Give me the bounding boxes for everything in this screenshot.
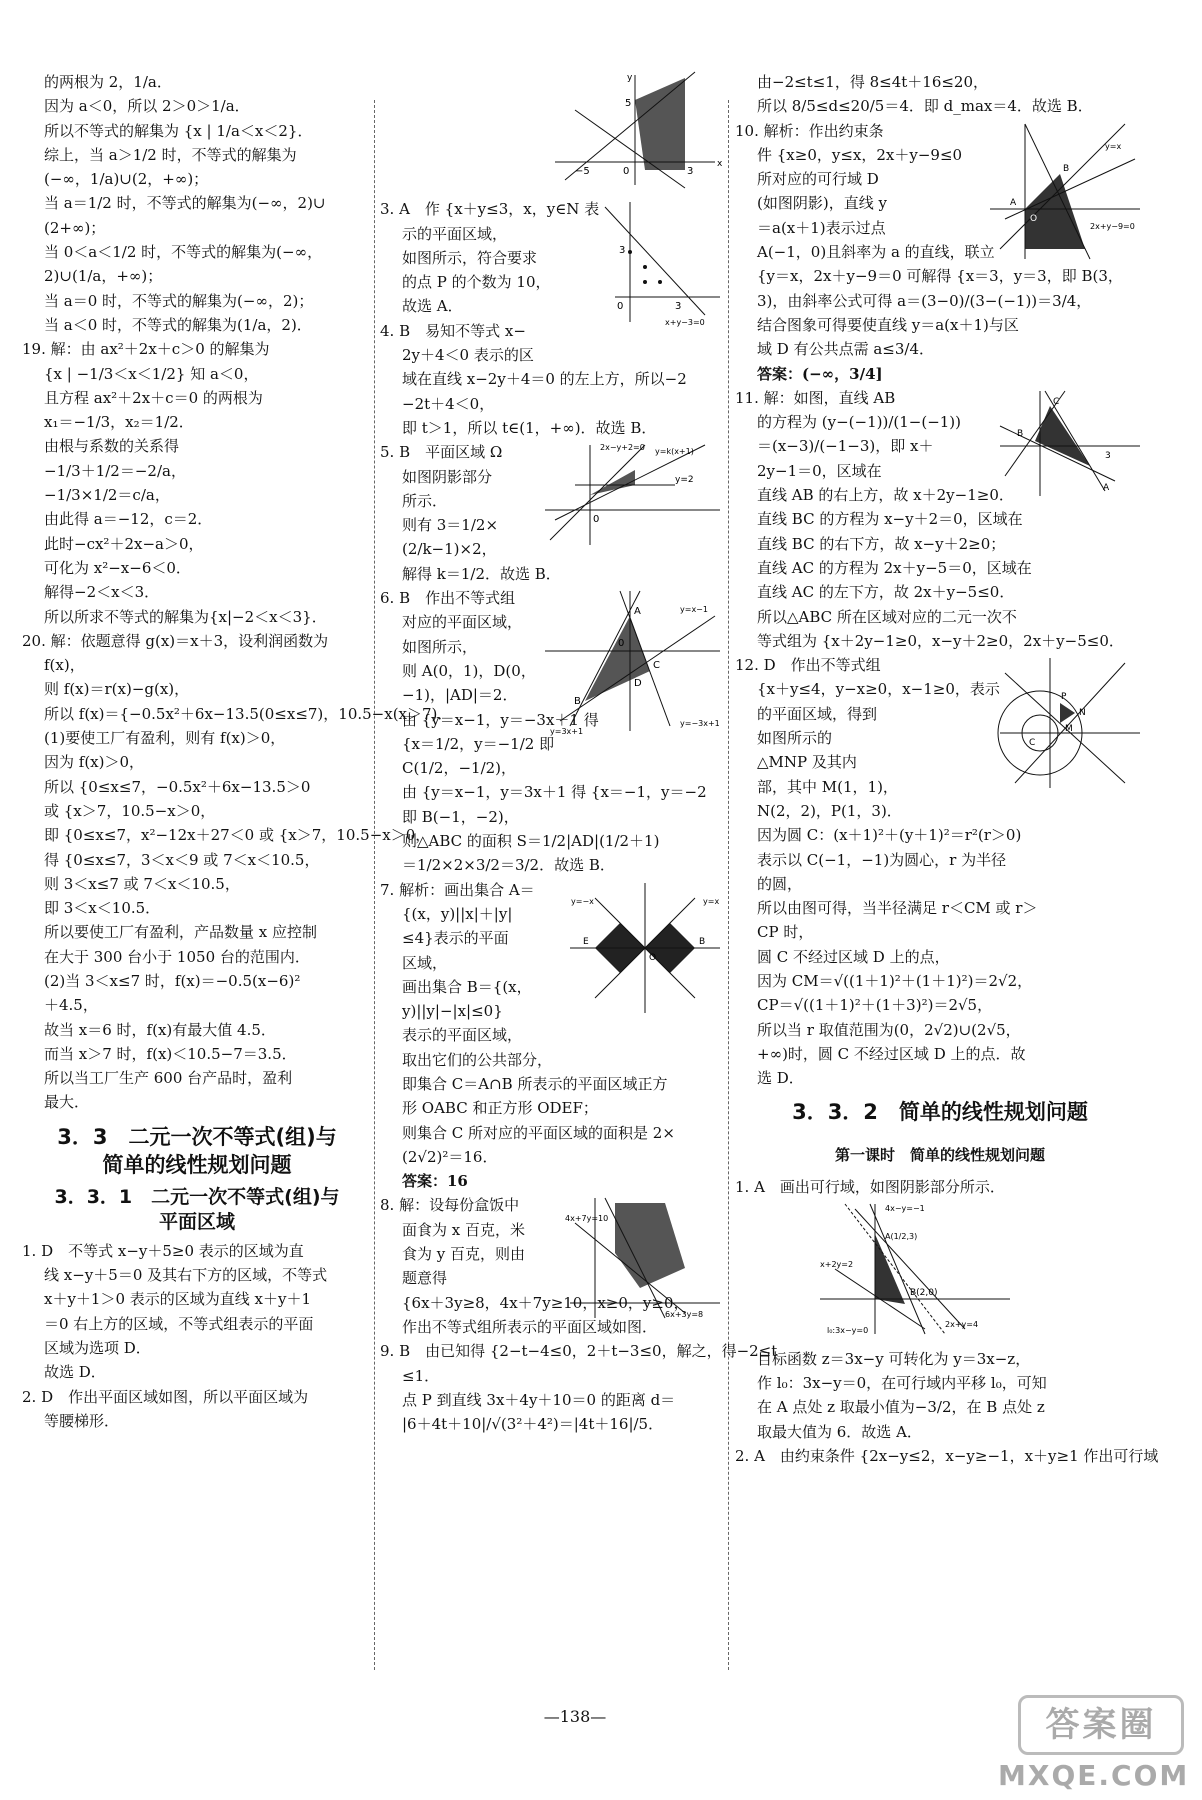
text-line: 因为圆 C：(x＋1)²＋(y＋1)²＝r²(r＞0) (757, 826, 1022, 845)
text-line: 题意得 (402, 1269, 448, 1288)
text-line: 则 3＜x≤7 或 7＜x＜10.5， (44, 874, 240, 893)
text-line: 直线 AC 的左下方，故 2x＋y−5≤0． (757, 583, 1015, 602)
tick-label: −5 (575, 166, 590, 177)
problem-5 (380, 440, 725, 586)
text-line: −1)，|AD|＝2． (402, 686, 518, 705)
text-line: 直线 AB 的右上方，故 x＋2y−1≥0． (757, 486, 1014, 505)
text-line: 所以 8/5≤d≤20/5＝4．即 d_max＝4．故选 B． (757, 97, 1093, 116)
text-line: 所以△ABC 所在区域对应的二元一次不 (757, 607, 1017, 626)
triangle-abc-figure (995, 386, 1145, 501)
circle-figure (995, 653, 1145, 793)
text-line: ＝a(x＋1)表示过点 (757, 218, 886, 237)
text-line: 而当 x＞7 时，f(x)＜10.5−7＝3.5． (44, 1044, 297, 1063)
answer-line: 答案：(−∞，3/4] (757, 364, 883, 383)
vertex-label: B (1017, 428, 1024, 439)
text-line: 或 {x＞7，10.5−x＞0， (44, 801, 216, 820)
problem-1-line: 1. D 不等式 x−y＋5≥0 表示的区域为直 (22, 1241, 304, 1260)
text-line: 所示． (402, 491, 448, 510)
text-line: ＝(x−3)/(−1−3)，即 x＋ (757, 437, 934, 456)
text-line: 区域为选项 D． (44, 1339, 151, 1358)
origin-label: O (649, 952, 657, 963)
text-line: 形 OABC 和正方形 ODEF； (402, 1099, 598, 1118)
text-line: 所以所求不等式的解集为{x|−2＜x＜3}． (44, 607, 327, 626)
tick-label: 3 (1105, 450, 1111, 461)
line-label: y=x (1105, 141, 1122, 151)
text-line: 所以当 r 取值范围为(0，2√2)∪(2√5， (757, 1020, 1021, 1039)
text-line: (2/k−1)×2， (402, 540, 497, 559)
vertex-label: E (583, 936, 589, 947)
text-line: 作出不等式组所表示的平面区域如图． (402, 1317, 658, 1336)
vertex-label: A (1010, 197, 1017, 208)
text-line: 因为 a＜0，所以 2＞0＞1/a． (44, 97, 250, 116)
section-3-3-2-heading: 3．3．2 简单的线性规划问题 (792, 1100, 1088, 1125)
text-line: 所以不等式的解集为 {x | 1/a＜x＜2}． (44, 121, 313, 140)
text-line: −1/3×1/2＝c/a， (44, 486, 170, 505)
problem-7-line: 7. 解析：画出集合 A＝ (380, 880, 535, 899)
text-line: {x＋y≤4，y−x≥0，x−1≥0，表示 (757, 680, 1000, 699)
text-line: 因为 CM＝√((1＋1)²＋(1＋1)²)＝2√2， (757, 971, 1033, 990)
text-line: {(x，y)||x|＋|y| (402, 904, 513, 923)
text-line: 食为 y 百克，则由 (402, 1245, 526, 1264)
text-line: N(2，2)，P(1，3)． (757, 801, 902, 820)
text-line: 当 a＜0 时，不等式的解集为(1/a，2)． (44, 315, 312, 334)
problem-3-line: 3. A 作 {x＋y≤3，x，y∈N 表 (380, 200, 600, 219)
watermark-top: 答案圈 (1018, 1695, 1184, 1755)
line-label: 4x−y=−1 (885, 1204, 925, 1214)
vertex-label: B (1063, 163, 1070, 174)
text-line: 的圆， (757, 874, 803, 893)
vertex-label: P (1061, 692, 1067, 703)
problem-8 (380, 1193, 725, 1339)
line-label: y=−x (571, 896, 594, 906)
text-line: 部，其中 M(1，1)， (757, 777, 898, 796)
text-line: 线 x−y＋5＝0 及其右下方的区域，不等式 (44, 1266, 328, 1285)
problem-11 (735, 386, 1145, 653)
lattice-point (643, 280, 647, 284)
vertex-label: C (1053, 396, 1060, 407)
text-line: 面食为 x 百克，米 (402, 1220, 525, 1239)
line-label: 6x+3y=8 (665, 1310, 704, 1320)
figure-trapezoid (380, 70, 725, 197)
text-line: 域在直线 x−2y＋4＝0 的左上方，所以−2 (402, 370, 687, 389)
feasible-region-figure (565, 1193, 725, 1323)
text-line: 的平面区域，得到 (757, 704, 878, 723)
center-label: C (1029, 738, 1036, 749)
problem-3 (380, 197, 725, 328)
text-line: 在大于 300 台小于 1050 台的范围内． (44, 947, 310, 966)
line-label: y=x−1 (680, 605, 708, 615)
shaded-region (1035, 406, 1090, 466)
vertex-label: A (1103, 482, 1110, 493)
text-line: 即 3＜x＜10.5． (44, 899, 161, 918)
boundary-line (560, 616, 715, 721)
text-line: 圆 C 不经过区域 D 上的点， (757, 947, 950, 966)
problem-20-heading: 20. 解：依题意得 g(x)＝x＋3，设利润函数为 (22, 631, 329, 650)
problem-10-line: 10. 解析：作出约束条 (735, 121, 884, 140)
line-label: l₀:3x−y=0 (827, 1326, 869, 1336)
text-line: 取最大值为 6．故选 A． (757, 1422, 922, 1441)
subsection-heading-line: 平面区域 (158, 1211, 235, 1234)
tick-label: 5 (625, 98, 632, 109)
text-line: 区域， (402, 953, 448, 972)
lesson-heading: 第一课时 简单的线性规划问题 (834, 1145, 1045, 1164)
axis-x-label: x (717, 159, 723, 169)
text-line: 故当 x＝6 时，f(x)有最大值 4.5． (44, 1020, 276, 1039)
text-line: |6＋4t＋10|/√(3²＋4²)＝|4t＋16|/5． (402, 1415, 664, 1434)
text-line: (2√2)²＝16． (402, 1147, 498, 1166)
problem-12 (735, 653, 1145, 1090)
line-label: y=2 (675, 475, 694, 486)
text-line: 示的平面区域， (402, 224, 508, 243)
text-line: 的点 P 的个数为 10， (402, 273, 551, 292)
origin-label: 0 (617, 301, 624, 313)
subsection-heading (22, 1185, 372, 1234)
vertex-label: D (634, 678, 642, 690)
problem-9-line: 9. B 由已知得 {2−t−4≤0，2＋t−3≤0，解之，得−2≤t (380, 1342, 778, 1361)
problem-11-line: 11. 解：如图，直线 AB (735, 388, 896, 407)
text-line: 则 A(0，1)，D(0， (402, 661, 536, 680)
line-label: y=3x+1 (550, 727, 584, 737)
text-line: 所以 f(x)＝{−0.5x²＋6x−13.5(0≤x≤7)，10.5−x(x＞7)． (44, 704, 453, 723)
boundary-line (605, 207, 705, 315)
text-line: 2)∪(1/a，+∞)； (44, 267, 163, 286)
shaded-region (635, 78, 685, 170)
shaded-region (615, 1203, 685, 1288)
vertex-label: M (1065, 724, 1073, 735)
text-line: 即 t＞1，所以 t∈(1，+∞)．故选 B． (402, 418, 657, 437)
text-line: 结合图象可得要使直线 y＝a(x＋1)与区 (757, 315, 1019, 334)
problem-10 (735, 119, 1145, 386)
text-line: 当 0＜a＜1/2 时，不等式的解集为(−∞， (44, 243, 323, 262)
line-l0 (845, 1204, 945, 1334)
problem-7 (380, 878, 725, 1194)
text-line: f(x)， (44, 656, 85, 675)
origin-label: 0 (618, 638, 625, 650)
q1-region-figure (815, 1199, 1015, 1339)
lattice-point (658, 280, 662, 284)
origin-label: O (1030, 213, 1038, 224)
text-line: −2t＋4＜0， (402, 394, 495, 413)
vertex-label: A (634, 606, 641, 618)
text-line: 则 f(x)＝r(x)−g(x)， (44, 680, 190, 699)
text-line: ＝1/2×2×3/2＝3/2．故选 B． (402, 856, 615, 875)
triangle-figure (540, 586, 725, 736)
boundary-line (550, 445, 645, 540)
text-line: 解得 k＝1/2．故选 B． (402, 564, 561, 583)
text-line: 即 B(−1，−2)， (402, 807, 519, 826)
tick-label: 3 (619, 245, 626, 257)
text-line: 最大． (44, 1093, 90, 1112)
q1-line: 1. A 画出可行域，如图阴影部分所示． (735, 1178, 1005, 1197)
origin-label: 0 (593, 514, 600, 526)
text-line: 点 P 到直线 3x＋4y＋10＝0 的距离 d＝ (402, 1390, 676, 1409)
squares-figure (565, 878, 725, 1018)
column-middle (380, 70, 778, 1680)
trapezoid-figure (535, 70, 725, 190)
problem-8-line: 8. 解：设每份盒饭中 (380, 1196, 520, 1215)
vertex-label: B (574, 696, 581, 708)
text-line: 如图阴影部分 (402, 467, 493, 486)
axis-y-label: y (627, 73, 633, 83)
point-label: B(2,0) (910, 1288, 938, 1299)
vertex-label: N (1079, 708, 1086, 719)
text-line: CP＝√((1＋1)²＋(1＋3)²)＝2√5， (757, 996, 993, 1015)
line-label: x+y−3=0 (665, 318, 705, 328)
line-label: 2x−y+2=0 (600, 443, 645, 453)
problem-6 (380, 586, 725, 878)
text-line: 的方程为 (y−(−1))/(1−(−1)) (757, 413, 962, 432)
text-line: (1)要使工厂有盈利，则有 f(x)＞0， (44, 729, 286, 748)
text-line: 所以当工厂生产 600 台产品时，盈利 (44, 1069, 293, 1088)
text-line: 此时−cx²＋2x−a＞0， (44, 534, 204, 553)
shaded-region (875, 1234, 905, 1304)
column-divider (374, 100, 375, 1670)
text-line: 选 D． (757, 1069, 804, 1088)
text-line: x＋y＋1＞0 表示的区域为直线 x＋y＋1 (44, 1290, 312, 1309)
text-line: ≤1． (402, 1366, 440, 1385)
line-label: 2x+y=4 (945, 1320, 979, 1330)
text-line: ＝0 右上方的区域，不等式组表示的平面 (44, 1314, 314, 1333)
q2-line: 2. A 由约束条件 {2x−y≤2，x−y≥−1，x＋y≥1 作出可行域 (735, 1446, 1159, 1465)
text-line: 即集合 C＝A∩B 所表示的平面区域正方 (402, 1074, 668, 1093)
text-line: 的两根为 2，1/a． (44, 73, 172, 91)
lattice-point (643, 265, 647, 269)
subsection-heading-line: 3．3．1 二元一次不等式(组)与 (54, 1186, 340, 1209)
line-label: y=−3x+1 (680, 719, 720, 729)
column-divider (728, 100, 729, 1670)
tick-label: 3 (687, 166, 694, 177)
text-line: (2)当 3＜x≤7 时，f(x)＝−0.5(x−6)² (44, 971, 301, 990)
text-line: ＋4.5， (44, 996, 98, 1015)
text-line: y)||y|−|x|≤0} (402, 1002, 503, 1021)
text-line: 直线 AC 的方程为 2x＋y−5＝0，区域在 (757, 558, 1032, 577)
text-line: 对应的平面区域， (402, 613, 523, 632)
text-line: 由此得 a＝−12，c＝2． (44, 510, 213, 529)
region-figure (535, 440, 725, 550)
text-line: 如图所示，符合要求 (402, 248, 538, 267)
text-line: △MNP 及其内 (757, 753, 857, 772)
watermark-url: MXQE.COM (998, 1759, 1190, 1792)
text-line: 2y−1＝0，区域在 (757, 461, 882, 480)
vertex-label: B (699, 936, 706, 947)
text-line: 由 {y＝x−1，y＝−3x＋1 得 (402, 710, 599, 729)
text-line: {6x＋3y≥8，4x＋7y≥10，x≥0，y≥0， (402, 1293, 689, 1312)
answer-line: 答案：16 (402, 1172, 468, 1191)
problem-5-line: 5. B 平面区域 Ω (380, 443, 503, 462)
text-line: 且方程 ax²＋2x＋c＝0 的两根为 (44, 388, 263, 407)
text-line: 所以 {0≤x≤7，−0.5x²＋6x−13.5＞0 (44, 777, 311, 796)
text-line: 取出它们的公共部分， (402, 1050, 553, 1069)
text-line: {x＝1/2，y＝−1/2 即 (402, 734, 555, 753)
text-line: 直线 BC 的右下方，故 x−y＋2≥0； (757, 534, 1006, 553)
text-line: 件 {x≥0，y≤x，2x＋y−9≤0 (757, 145, 963, 164)
figure-q1 (735, 1199, 1145, 1346)
text-line: 由−2≤t≤1，得 8≤4t＋16≤20， (757, 73, 989, 91)
text-line: 表示以 C(−1，−1)为圆心，r 为半径 (757, 850, 1007, 869)
text-line: x₁＝−1/3，x₂＝1/2． (44, 413, 194, 432)
text-line: (−∞，1/a)∪(2，+∞)； (44, 170, 209, 189)
text-line: 由根与系数的关系得 (44, 437, 180, 456)
text-line: 所以要使工厂有盈利，产品数量 x 应控制 (44, 923, 317, 942)
text-line: 等腰梯形． (44, 1411, 120, 1430)
section-heading-line: 3．3 二元一次不等式(组)与 (57, 1124, 337, 1149)
text-line: 可化为 x²−x−6＜0． (44, 558, 191, 577)
text-line: 作 l₀：3x−y＝0，在可行域内平移 l₀，可知 (757, 1374, 1047, 1392)
text-line: 在 A 点处 z 取最小值为−3/2，在 B 点处 z (757, 1398, 1045, 1417)
text-line: 即 {0≤x≤7，x²−12x＋27＜0 或 {x＞7，10.5−x＞0， (44, 826, 431, 845)
text-line: 画出集合 B＝{(x， (402, 977, 532, 996)
text-line: 由 {y＝x−1，y＝3x＋1 得 {x＝−1，y＝−2 (402, 783, 707, 802)
problem-4-line: 4. B 易知不等式 x− (380, 321, 526, 340)
text-line: 故选 A． (402, 297, 463, 316)
line-label: 2x+y−9=0 (1090, 221, 1135, 231)
problem-6-line: 6. B 作出不等式组 (380, 589, 516, 608)
point-label: A(1/2,3) (885, 1232, 918, 1242)
text-line: 所对应的可行域 D (757, 170, 879, 189)
column-right (735, 70, 1159, 1680)
text-line: −1/3＋1/2＝−2/a， (44, 461, 186, 480)
text-line: (2+∞)； (44, 218, 106, 237)
text-line: 如图所示的 (757, 729, 833, 748)
text-line: {y＝x，2x＋y−9＝0 可解得 {x＝3，y＝3，即 B(3， (757, 267, 1123, 286)
text-line: 目标函数 z＝3x−y 可转化为 y＝3x−z， (757, 1349, 1031, 1368)
text-line: 故选 D． (44, 1363, 106, 1382)
text-line: A(−1，0)且斜率为 a 的直线，联立 (757, 243, 995, 262)
text-line: 解得−2＜x＜3． (44, 583, 160, 602)
text-line: 则集合 C 所对应的平面区域的面积是 2× (402, 1123, 675, 1142)
line-label: y=x (703, 896, 720, 906)
text-line: 当 a＝0 时，不等式的解集为(−∞，2)； (44, 291, 314, 310)
line-2x-y-4 (855, 1209, 965, 1329)
lattice-point (628, 250, 632, 254)
text-line: 所以由图可得，当半径满足 r＜CM 或 r＞ (757, 899, 1038, 918)
line-label: x+2y=2 (820, 1260, 854, 1270)
problem-12-line: 12. D 作出不等式组 (735, 656, 881, 675)
text-line: 直线 BC 的方程为 x−y＋2＝0，区域在 (757, 510, 1023, 529)
vertex-label: C (653, 660, 660, 672)
text-line: 等式组为 {x＋2y−1≥0，x−y＋2≥0，2x＋y−5≤0． (757, 631, 1124, 650)
text-line: C(1/2，−1/2)， (402, 759, 517, 778)
line-y-x (1015, 663, 1125, 783)
text-line: 则△ABC 的面积 S＝1/2|AD|(1/2＋1) (402, 832, 660, 851)
text-line: +∞)时，圆 C 不经过区域 D 上的点．故 (757, 1044, 1026, 1063)
lattice-figure (595, 197, 725, 327)
origin-label: 0 (623, 166, 630, 177)
text-line: 如图所示， (402, 637, 478, 656)
text-line: ≤4}表示的平面 (402, 929, 509, 948)
text-line: {x | −1/3＜x＜1/2} 知 a＜0， (44, 364, 259, 383)
text-line: 综上，当 a＞1/2 时，不等式的解集为 (44, 145, 297, 164)
section-heading (22, 1123, 372, 1180)
text-line: (如图阴影)，直线 y (757, 194, 887, 213)
line-label: y=k(x+1) (655, 447, 694, 457)
text-line: 域 D 有公共点需 a≤3/4． (757, 340, 934, 359)
text-line: 当 a＝1/2 时，不等式的解集为(−∞，2)∪ (44, 194, 326, 213)
page-number: —138— (543, 1707, 607, 1726)
text-line: 得 {0≤x≤7，3＜x＜9 或 7＜x＜10.5， (44, 850, 320, 869)
line-label: 4x+7y=10 (565, 1214, 609, 1224)
problem-2-line: 2. D 作出平面区域如图，所以平面区域为 (22, 1387, 309, 1406)
text-line: 2y＋4＜0 表示的区 (402, 346, 534, 365)
text-line: 因为 f(x)＞0， (44, 753, 145, 772)
text-line: 则有 3＝1/2× (402, 516, 499, 535)
text-line: 3)，由斜率公式可得 a＝(3−0)/(3−(−1))＝3/4， (757, 291, 1092, 310)
tick-label: 3 (675, 301, 682, 313)
text-line: 表示的平面区域， (402, 1026, 523, 1045)
section-heading-line: 简单的线性规划问题 (102, 1153, 292, 1178)
text-line: CP 时， (757, 923, 814, 942)
problem-19-heading: 19. 解：由 ax²＋2x＋c＞0 的解集为 (22, 340, 270, 359)
watermark-logo (998, 1695, 1188, 1790)
region-d-figure (985, 119, 1145, 264)
